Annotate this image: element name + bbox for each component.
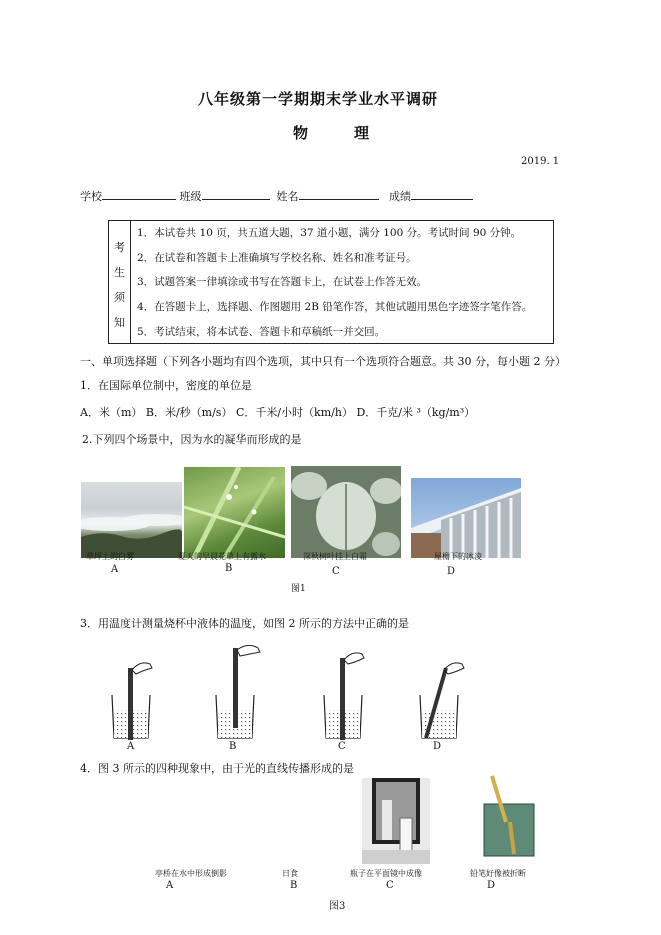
q2-caption-c: 深秋树叶挂上白霜 — [303, 552, 367, 561]
q4-letter-b: B — [290, 880, 298, 891]
beaker-b — [216, 645, 260, 738]
beaker-c — [324, 653, 364, 740]
mirror-photo-art — [362, 778, 430, 864]
q3-letter-a: A — [127, 741, 135, 752]
name-label: 姓名 — [276, 190, 299, 203]
thermometer-figure — [100, 640, 480, 745]
notice-heading-char: 生 — [114, 266, 125, 279]
icicle-photo-art — [411, 478, 521, 558]
q2-letter-a: A — [111, 564, 119, 575]
notice-item: 2．在试卷和答题卡上准确填写学校名称、姓名和准考证号。 — [137, 252, 417, 264]
notice-item: 3．试题答案一律填涂或书写在答题卡上，在试卷上作答无效。 — [137, 276, 428, 288]
q4-caption-a: 亭桥在水中形成倒影 — [155, 869, 227, 878]
q2-letter-c: C — [332, 566, 340, 577]
notice-box — [108, 220, 554, 344]
q4-caption-d: 铅笔好像被折断 — [470, 869, 526, 878]
q4-letter-d: D — [487, 880, 496, 891]
beaker-a — [112, 663, 152, 740]
notice-heading-char: 知 — [114, 316, 125, 329]
class-label: 班级 — [179, 190, 202, 203]
q3-letter-b: B — [229, 741, 237, 752]
mirror-photo — [362, 778, 430, 864]
name-blank[interactable] — [299, 188, 379, 200]
q3-letter-c: C — [338, 741, 346, 752]
icicle-photo — [411, 478, 521, 558]
school-label: 学校 — [80, 190, 102, 203]
subject-char-2: 理 — [354, 124, 370, 142]
q2-caption-d: 屋檐下的冰凌 — [434, 552, 482, 561]
question-1-options: A．米（m） B．米/秒（m/s） C．千米/小时（km/h） D．千克/米 ³（kg/m³） — [80, 406, 476, 419]
figure-1-label: 图1 — [291, 584, 306, 594]
q4-caption-c: 瓶子在平面镜中成像 — [350, 869, 422, 878]
frost-photo — [291, 466, 401, 558]
question-1-stem: 1．在国际单位制中，密度的单位是 — [80, 379, 252, 392]
notice-heading-char: 考 — [114, 241, 125, 254]
notice-item: 5．考试结束，将本试卷、答题卡和草稿纸一并交回。 — [137, 326, 386, 338]
score-label: 成绩 — [389, 190, 411, 203]
q4-caption-b: 日食 — [282, 869, 298, 878]
class-blank[interactable] — [202, 188, 270, 200]
exam-title: 八年级第一学期期末学业水平调研 — [198, 90, 439, 108]
notice-item: 4．在答题卡上，选择题、作图题用 2B 铅笔作答，其他试题用黑色字迹签字笔作答。 — [137, 301, 533, 313]
frost-photo-art — [291, 466, 401, 558]
q4-letter-c: C — [386, 880, 394, 891]
pencil-photo — [472, 772, 544, 858]
beaker-d — [420, 663, 464, 738]
figure-3-label: 图3 — [329, 901, 346, 912]
section-heading: 一、单项选择题（下列各小题均有四个选项，其中只有一个选项符合题意。共 30 分，每小题 2 分） — [80, 355, 566, 368]
info-line — [80, 188, 473, 204]
fog-photo — [81, 482, 182, 558]
exam-date: 2019. 1 — [521, 156, 560, 167]
notice-heading — [109, 221, 131, 343]
q2-caption-b: 夏天的早晨花草上有露水 — [178, 552, 266, 561]
q2-letter-d: D — [447, 566, 456, 577]
q3-letter-d: D — [433, 741, 442, 752]
dew-photo-art — [184, 467, 285, 558]
question-2-stem: 2.下列四个场景中，因为水的凝华而形成的是 — [82, 433, 302, 446]
q4-letter-a: A — [166, 880, 174, 891]
notice-heading-char: 须 — [114, 291, 125, 304]
q2-caption-a: 草坪上的白雾 — [86, 552, 134, 561]
question-4-stem: 4．图 3 所示的四种现象中，由于光的直线传播形成的是 — [80, 762, 354, 775]
subject-char-1: 物 — [293, 124, 309, 142]
dew-photo — [184, 467, 285, 558]
score-blank[interactable] — [411, 188, 473, 200]
q2-letter-b: B — [225, 563, 233, 574]
school-blank[interactable] — [102, 188, 176, 200]
pencil-photo-art — [472, 772, 544, 858]
fog-photo-art — [81, 482, 182, 558]
question-3-stem: 3．用温度计测量烧杯中液体的温度，如图 2 所示的方法中正确的是 — [80, 617, 409, 630]
notice-item: 1．本试卷共 10 页，共五道大题，37 道小题，满分 100 分。考试时间 90 分钟。 — [137, 227, 522, 239]
